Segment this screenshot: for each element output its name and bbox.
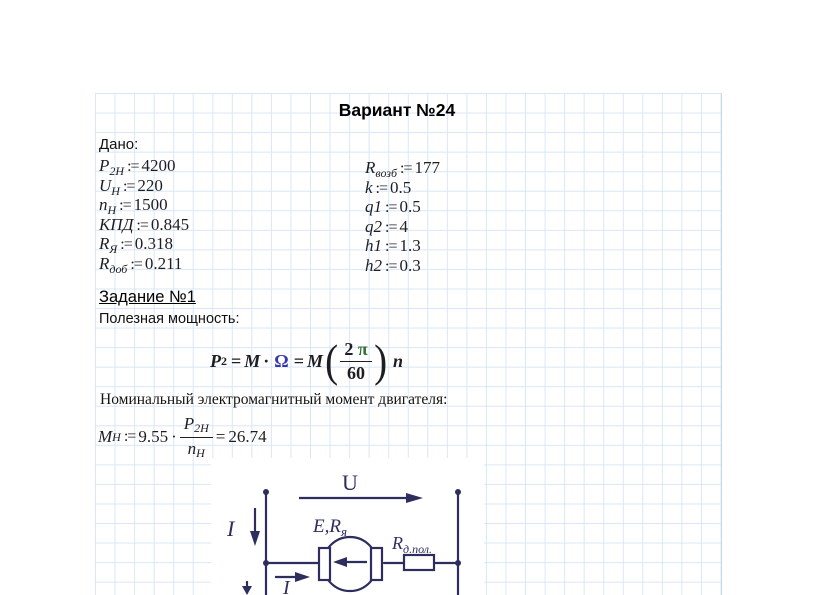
assign-operator: := — [400, 160, 412, 177]
math-value: 4200 — [141, 156, 176, 175]
math-subscript: H — [196, 445, 205, 460]
math-variable: R — [99, 234, 110, 254]
math-subscript: H — [111, 183, 120, 198]
math-value: 1.3 — [399, 236, 421, 256]
assign-operator: := — [385, 257, 397, 275]
math-variable: h2 — [365, 255, 382, 275]
assign-operator: := — [385, 199, 397, 217]
math-value: 177 — [414, 158, 440, 177]
math-variable: R — [99, 253, 110, 273]
equals-operator: = — [231, 350, 242, 371]
multiply-operator: · — [263, 350, 270, 371]
math-variable: M — [98, 427, 113, 446]
formula-nominal-torque — [98, 415, 267, 459]
given-item — [99, 254, 189, 274]
given-item — [99, 156, 189, 176]
math-subscript: 2H — [109, 164, 125, 178]
fraction-numerator: 2 π — [340, 339, 371, 362]
fraction-denominator: nH — [187, 438, 205, 460]
math-subscript: доб — [109, 261, 128, 276]
assign-operator: := — [385, 218, 397, 236]
task-heading: Задание №1 — [99, 288, 196, 306]
given-item — [99, 215, 189, 235]
math-variable: n — [99, 195, 108, 215]
math-variable: M — [306, 350, 323, 371]
resistor-label: $R_{д.пол.}$ — [392, 533, 433, 556]
math-value: 0.5 — [390, 177, 412, 197]
math-subscript: H — [107, 203, 117, 218]
assign-operator: := — [123, 428, 136, 445]
given-item — [365, 236, 440, 256]
circuit-diagram — [211, 458, 484, 595]
assign-operator: := — [375, 179, 388, 197]
resistor-symbol — [404, 555, 434, 570]
math-variable: M — [244, 350, 261, 371]
math-value: 0.318 — [134, 234, 173, 254]
math-variable: U — [99, 175, 112, 195]
assign-operator: := — [127, 158, 139, 175]
math-variable: R — [365, 158, 376, 177]
math-variable: h1 — [365, 236, 382, 256]
math-variable: n — [393, 350, 404, 371]
math-value: 0.3 — [399, 255, 421, 275]
math-variable: КПД — [99, 214, 134, 234]
text-line: Номинальный электромагнитный момент двигателя: — [100, 391, 448, 408]
given-label: Дано: — [99, 136, 139, 153]
assign-operator: := — [385, 238, 397, 256]
equals-operator: = — [293, 350, 304, 371]
brush-left — [319, 548, 330, 580]
page-title: Вариант №24 — [338, 100, 456, 120]
omega-symbol: Ω — [274, 350, 289, 371]
math-variable: P — [210, 350, 221, 371]
math-value: 1500 — [133, 195, 168, 215]
math-value: 0.211 — [144, 253, 183, 273]
brush-right — [371, 548, 382, 580]
math-variable: k — [365, 177, 373, 197]
math-value: 0.5 — [399, 197, 421, 217]
math-variable: q2 — [365, 216, 382, 236]
math-value: 9.55 — [138, 427, 169, 446]
assign-operator: := — [136, 216, 148, 234]
given-item — [365, 217, 440, 237]
math-subscript: возб — [375, 166, 397, 180]
math-value: 220 — [137, 175, 163, 195]
math-value: 4 — [399, 216, 408, 236]
assign-operator: := — [130, 255, 142, 273]
assign-operator: := — [122, 177, 135, 195]
math-value: 0.845 — [150, 214, 190, 234]
task-subtitle: Полезная мощность: — [99, 311, 240, 327]
assign-operator: := — [120, 236, 132, 254]
equals-operator: = — [215, 427, 226, 446]
voltage-label: U — [342, 470, 358, 495]
math-subscript: 2H — [194, 420, 209, 435]
math-subscript: H — [112, 429, 121, 444]
current-label-top: I — [227, 516, 235, 541]
math-subscript: 2 — [221, 353, 227, 368]
given-item — [99, 234, 189, 257]
given-item — [99, 176, 189, 196]
assign-operator: := — [119, 197, 131, 215]
given-left-column — [99, 156, 189, 274]
given-item — [365, 256, 440, 276]
fraction — [340, 339, 371, 383]
left-paren: ( — [325, 334, 339, 386]
formula-useful-power — [210, 336, 403, 386]
motor-label: $E,R_я$ — [313, 516, 348, 539]
math-variable: P — [99, 156, 110, 175]
given-item — [365, 178, 440, 198]
multiply-operator: · — [171, 427, 177, 446]
fraction-denominator: 60 — [347, 362, 366, 383]
math-variable: q1 — [365, 197, 382, 217]
pi-symbol: π — [357, 338, 368, 359]
fraction-numerator: P2H — [180, 414, 213, 438]
right-paren: ) — [373, 334, 387, 386]
fraction — [180, 414, 213, 461]
given-right-column — [365, 158, 440, 276]
given-item — [365, 197, 440, 217]
current-label-bottom: I — [283, 577, 290, 595]
given-item — [365, 158, 440, 178]
math-result: 26.74 — [228, 427, 267, 446]
math-subscript: Я — [109, 242, 118, 257]
given-item — [99, 195, 189, 218]
